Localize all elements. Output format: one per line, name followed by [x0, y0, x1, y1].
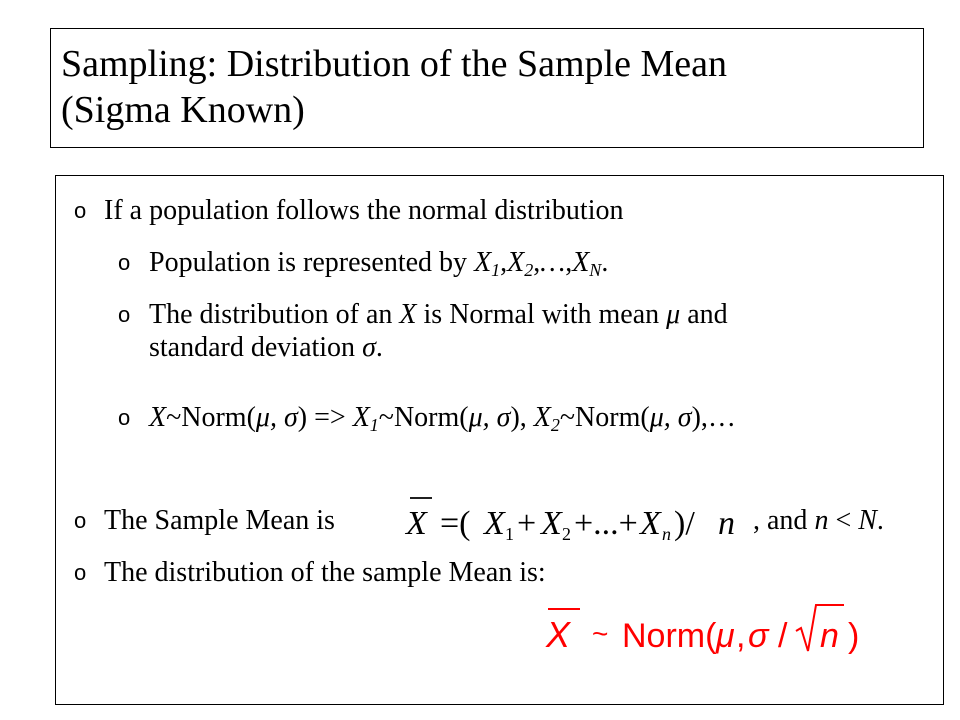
sample-mean-distribution-formula: [544, 599, 874, 661]
bullet-marker: o: [74, 560, 87, 585]
formula2-tilde: ~: [592, 618, 609, 649]
bullet-text: <: [828, 505, 859, 536]
formula2-n: n: [820, 617, 839, 655]
sub-bullet-marker: o: [118, 405, 131, 430]
bullet-text: ~Norm(: [166, 402, 256, 433]
formula2-mu: μ: [716, 617, 735, 655]
bullet-sample-mean-suffix: , and n < N.: [753, 505, 884, 536]
sample-mean-formula: [404, 494, 746, 546]
formula2-x-bar: X: [546, 614, 571, 655]
bullet-sample-mean-prefix: [104, 504, 335, 537]
formula-plus: +: [517, 505, 537, 542]
content-box: [55, 175, 944, 705]
bullet-population-normal: [104, 194, 623, 227]
formula-close-slash: )/: [674, 505, 695, 542]
slide-title-line-1: Sampling: Distribution of the Sample Mean: [61, 43, 727, 85]
bullet-text: The distribution of an: [149, 299, 400, 330]
formula-x2: X: [541, 505, 562, 542]
bullet-norm-notation: X~Norm(μ, $\sigma) => X_1\sim Norm(\mu$, σ), $X_2\sim Norm(\mu$, σ),…: [149, 402, 736, 435]
slide-title-line-2: (Sigma Known): [61, 89, 305, 131]
formula-sub-1: 1: [505, 524, 514, 544]
formula2-norm: Norm(: [622, 617, 717, 655]
bullet-text: The Sample Mean is: [104, 505, 335, 536]
formula-xn: X: [640, 505, 661, 542]
formula-x-bar: X: [406, 505, 427, 542]
bullet-distribution-sample-mean: [104, 556, 546, 589]
bullet-text: and: [680, 299, 728, 330]
formula-sub-2: 2: [562, 524, 571, 544]
bullet-text: ) =>: [297, 402, 353, 433]
sub-bullet-marker: o: [118, 302, 131, 327]
bullet-text: is Normal with mean: [416, 299, 667, 330]
formula2-sigma: σ: [748, 617, 769, 655]
formula2-comma: ,: [736, 617, 746, 655]
bullet-population-represented: Population is represented by $X_1,X_2,\dots,X_N$.: [149, 247, 609, 280]
sub-bullet-marker: o: [118, 250, 131, 275]
bullet-marker: o: [74, 508, 87, 533]
bullet-distribution-of-x: The distribution of an X is Normal with mean μ and standard deviation σ.: [149, 299, 728, 363]
formula-sub-n: n: [662, 524, 671, 544]
formula-n: n: [718, 505, 735, 542]
bullet-text: The distribution of the sample Mean is:: [104, 557, 546, 588]
title-box: [50, 28, 924, 148]
formula-x1: X: [484, 505, 505, 542]
bullet-text: standard deviation: [149, 332, 363, 363]
bullet-text: Population is represented by: [149, 247, 475, 278]
formula2-slash: /: [778, 617, 788, 655]
bullet-text: If a population follows the normal distribution: [104, 195, 624, 226]
formula-equals-open: =(: [440, 505, 471, 542]
formula-ellipsis: +...+: [574, 505, 638, 542]
formula2-close: ): [848, 617, 860, 655]
bullet-text: , and: [753, 505, 815, 536]
bullet-marker: o: [74, 198, 87, 223]
